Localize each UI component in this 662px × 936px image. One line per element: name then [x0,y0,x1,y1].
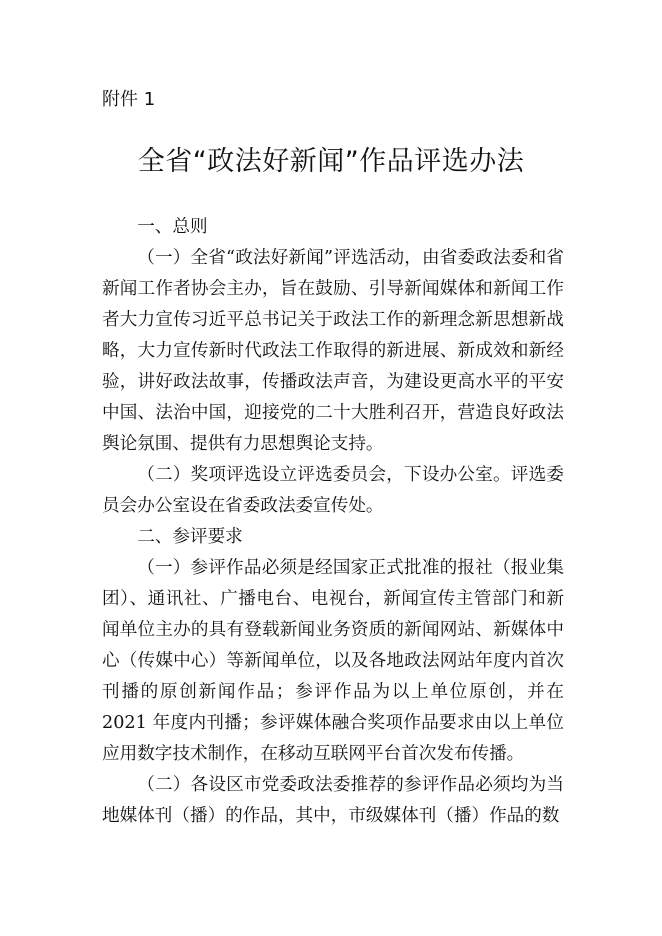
attachment-label: 附件 1 [102,89,156,110]
paragraph-general-1: （一）全省“政法好新闻”评选活动，由省委政法委和省新闻工作者协会主办，旨在鼓励、引导新闻媒体和新闻工作者大力宣传习近平总书记关于政法工作的新理念新思想新战略，大力宣传新时代政法工作取得的新进展、新成效和新经验，讲好政法故事，传播政法声音，为建设更高水平的平安中国、法治中国，迎接党的二十大胜利召开，营造良好政法舆论氛围、提供有力思想舆论支持。 [102,248,564,454]
section-heading-general: 一、总则 [137,217,208,237]
paragraph-general-2: （二）奖项评选设立评选委员会，下设办公室。评选委员会办公室设在省委政法委宣传处。 [102,465,564,516]
document-title: 全省“政法好新闻”作品评选办法 [137,146,525,177]
paragraph-requirements-2: （二）各设区市党委政法委推荐的参评作品必须均为当地媒体刊（播）的作品，其中，市级媒体刊（播）作品的数 [102,775,564,826]
section-heading-requirements: 二、参评要求 [137,527,243,547]
paragraph-requirements-1: （一）参评作品必须是经国家正式批准的报社（报业集团）、通讯社、广播电台、电视台，新闻宣传主管部门和新闻单位主办的具有登载新闻业务资质的新闻网站、新媒体中心（传媒中心）等新闻单位，以及各地政法网站年度内首次刊播的原创新闻作品；参评作品为以上单位原创，并在 2021 年度内刊播；参评媒体融合奖项作品要求由以上单位应用数字技术制作，在移动互联网平台首次发布传播。 [102,558,564,764]
document-body [102,212,564,832]
